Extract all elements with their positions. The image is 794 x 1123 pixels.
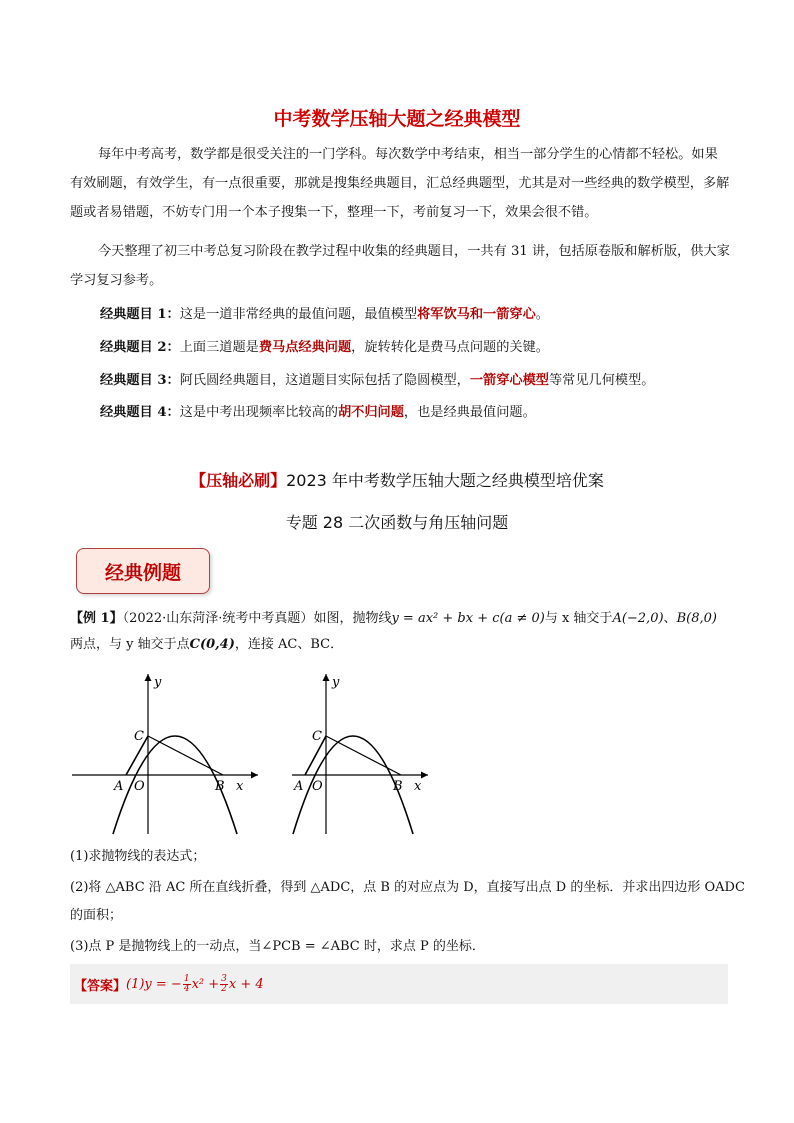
answer-fraction-2: $\frac{3}{2}$ [221, 973, 227, 994]
point-a: A(−2,0) [612, 611, 664, 626]
item-label: 经典题目 2： [100, 340, 180, 355]
label-b: B [215, 779, 225, 794]
example-text-d: ，连接 AC、BC． [234, 637, 344, 652]
question-1: (1)求抛物线的表达式； [70, 849, 206, 864]
segment-bc [148, 736, 223, 775]
parabola-graph-2 [290, 668, 490, 836]
series-heading [0, 468, 794, 491]
item-highlight: 将军饮马和一箭穿心 [417, 307, 536, 322]
classic-item-2 [100, 336, 549, 355]
label-b: B [393, 779, 403, 794]
item-text: 阿氏圆经典题目，这道题目实际包括了隐圆模型， [179, 373, 470, 388]
example-text-c: 两点，与 y 轴交于点 [70, 637, 190, 652]
answer-label: 【答案】 [74, 978, 127, 994]
item-text-end: 。 [535, 307, 549, 322]
page-title: 中考数学压轴大题之经典模型 [273, 108, 521, 130]
item-highlight: 费马点经典问题 [258, 340, 352, 355]
label-a: A [114, 779, 124, 794]
point-c: C(0,4) [189, 637, 235, 652]
item-highlight: 一箭穿心模型 [469, 373, 549, 388]
answer-fraction-1: $\frac{1}{4}$ [183, 973, 190, 994]
label-c: C [134, 729, 144, 744]
series-heading-text: 2023 年中考数学压轴大题之经典模型培优案 [286, 471, 604, 490]
example-statement [70, 606, 730, 658]
item-highlight: 胡不归问题 [337, 405, 404, 420]
item-label: 经典题目 1： [100, 307, 180, 322]
item-text-end: 等常见几何模型。 [548, 373, 655, 388]
segment-bc [326, 736, 401, 775]
example-label: 【例 1】 [70, 611, 123, 626]
item-text-end: ，旋转转化是费马点问题的关键。 [351, 340, 549, 355]
y-axis-label: y [154, 675, 162, 690]
item-text-end: ，也是经典最值问题。 [403, 405, 536, 420]
point-b: B(8,0) [676, 611, 717, 626]
x-axis-label: x [414, 779, 422, 794]
item-text: 这是一道非常经典的最值问题，最值模型 [179, 307, 418, 322]
label-c: C [312, 729, 322, 744]
parabola-graph-1 [70, 668, 270, 836]
intro-paragraph-2: 今天整理了初三中考总复习阶段在教学过程中收集的经典题目，一共有 31 讲，包括原卷版和解析版，供大家学习复习参考。 [70, 244, 730, 288]
item-text: 这是中考出现频率比较高的 [179, 405, 338, 420]
series-heading-bracket: 【压轴必刷】 [190, 471, 287, 490]
classic-item-1 [100, 303, 549, 322]
y-axis-label: y [332, 675, 340, 690]
question-2: (2)将 △ABC 沿 AC 所在直线折叠，得到 △ADC，点 B 的对应点为 D，直接写出点 D 的坐标．并求出四边形 OADC [70, 880, 745, 895]
label-a: A [294, 779, 304, 794]
question-3: (3)点 P 是抛物线上的一动点，当∠PCB = ∠ABC 时，求点 P 的坐标． [70, 939, 485, 954]
question-2-cont: 的面积； [70, 908, 123, 923]
item-text: 上面三道题是 [179, 340, 259, 355]
item-label: 经典题目 4： [100, 405, 180, 420]
x-axis-label: x [236, 779, 244, 794]
answer-box [70, 964, 728, 1004]
classic-item-3 [100, 369, 654, 388]
example-text-b: 与 x 轴交于 [544, 611, 613, 626]
example-source: （2022·山东菏泽·统考中考真题） [122, 611, 314, 626]
answer-suffix: x + 4 [228, 976, 264, 992]
classic-item-4 [100, 401, 536, 420]
topic-subheading: 专题 28 二次函数与角压轴问题 [285, 513, 509, 532]
label-o: O [134, 779, 145, 794]
example-text-a: 如图，抛物线 [313, 611, 392, 626]
answer-mid: x² + [191, 976, 220, 992]
intro-paragraph-1: 每年中考高考，数学都是很受关注的一门学科。每次数学中考结束，相当一部分学生的心情都不轻松。如果有效刷题，有效学生，有一点很重要，那就是搜集经典题目，汇总经典题型，尤其是对一些经典的数学模型，多解题或者易错题，不妨专门用一个本子搜集一下，整理一下，考前复习一下，效果会很不错。 [70, 147, 730, 220]
example-sep: 、 [663, 611, 677, 626]
answer-prefix: (1)y = − [126, 976, 182, 992]
example-equation: y = ax² + bx + c(a ≠ 0) [391, 611, 545, 626]
label-o: O [312, 779, 323, 794]
section-badge: 经典例题 [76, 548, 210, 594]
item-label: 经典题目 3： [100, 373, 180, 388]
